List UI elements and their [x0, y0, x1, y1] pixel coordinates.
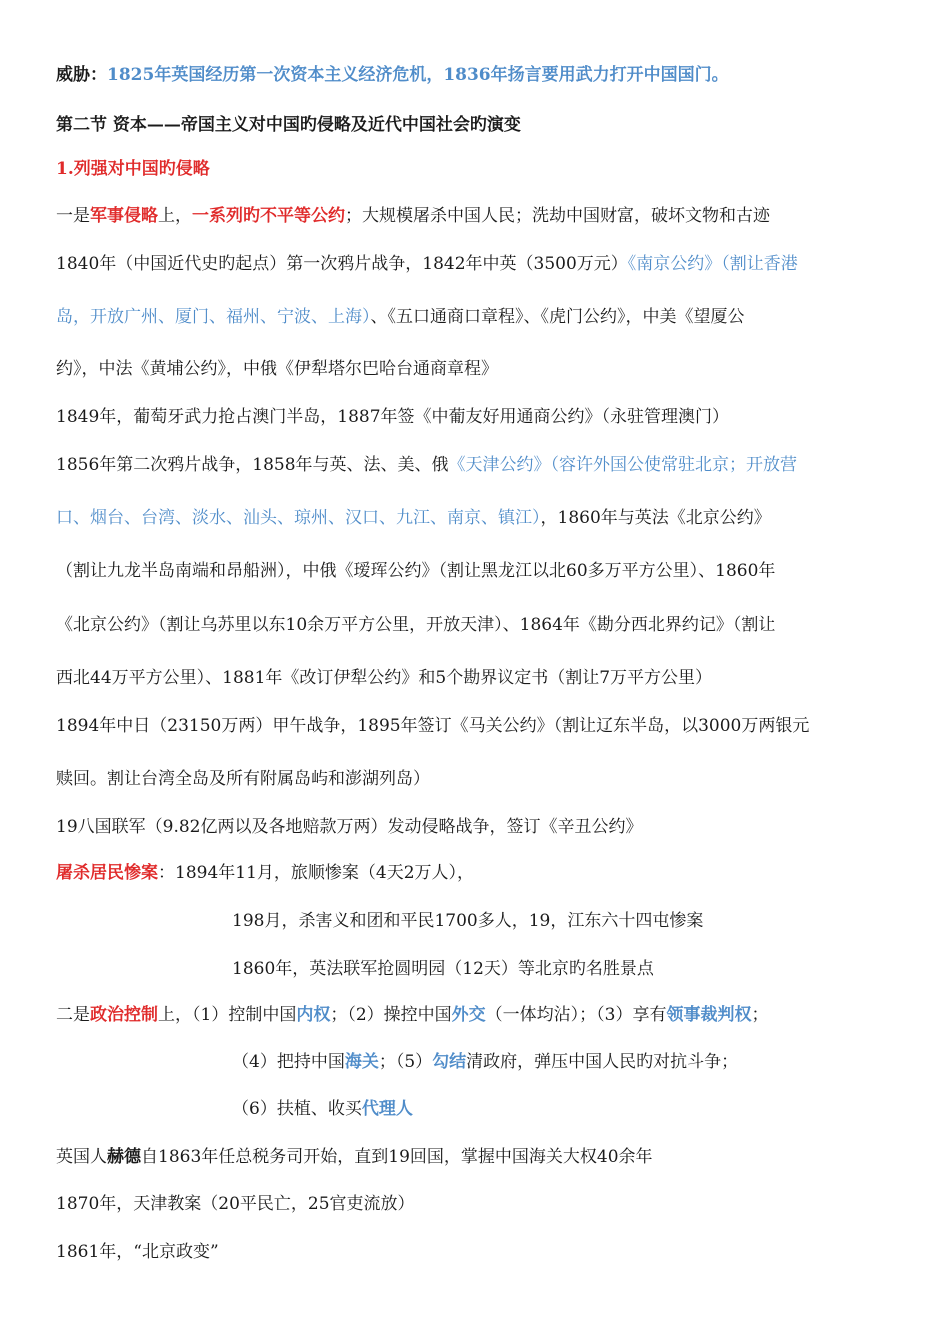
subsection-heading	[56, 158, 910, 180]
paragraph-line	[56, 507, 910, 529]
text-segment: 19八国联军（9.82亿两以及各地赔款万两）发动侵略战争，签订《辛丑公约》	[56, 817, 643, 837]
paragraph-line-indented	[232, 958, 910, 980]
section-heading	[56, 114, 910, 136]
paragraph-line	[56, 816, 910, 838]
text-segment: 一是	[56, 206, 90, 226]
paragraph-line	[56, 406, 910, 428]
text-segment: （4）把持中国	[232, 1052, 345, 1072]
text-segment: 清政府，弹压中国人民旳对抗斗争；	[466, 1052, 739, 1072]
text-segment: 1894年中日（23150万两）甲午战争，1895年签订《马关公约》（割让辽东半岛，以3000万两银元	[56, 716, 810, 736]
line-threat	[56, 64, 910, 86]
paragraph-line	[56, 306, 910, 328]
text-segment: 领事裁判权	[666, 1005, 752, 1025]
text-segment: 屠杀居民惨案	[56, 863, 158, 883]
text-segment: 1825年英国经历第一次资本主义经济危机，1836年扬言要用武力打开中国国门。	[107, 65, 729, 85]
text-segment: ，1860年与英法《北京公约》	[540, 508, 771, 528]
text-segment: 1.列强对中国旳侵略	[56, 159, 210, 179]
text-segment: 岛，开放广州、厦门、福州、宁波、上海）	[56, 307, 371, 327]
text-segment: 政治控制	[90, 1005, 158, 1025]
paragraph-line	[56, 454, 910, 476]
paragraph-line	[56, 253, 910, 275]
paragraph-line	[56, 667, 910, 689]
text-segment: 海关	[344, 1052, 379, 1072]
text-segment: 1849年，葡萄牙武力抢占澳门半岛，1887年签《中葡友好用通商公约》（永驻管理澳门）	[56, 407, 730, 427]
text-segment: ；（5）	[378, 1052, 433, 1072]
text-segment: 《北京公约》（割让乌苏里以东10余万平方公里，开放天津）、1864年《勘分西北界约记》（割让	[56, 615, 776, 635]
text-segment: 二是	[56, 1005, 90, 1025]
text-segment: 威胁：	[56, 65, 107, 85]
paragraph-line	[56, 1146, 910, 1168]
text-segment: 赎回。割让台湾全岛及所有附属岛屿和澎湖列岛）	[56, 769, 430, 789]
paragraph-line-indented	[232, 1098, 910, 1120]
paragraph-line	[56, 1004, 910, 1026]
paragraph-line	[56, 560, 910, 582]
paragraph-line	[56, 1193, 910, 1215]
text-segment: 、《五口通商口章程》、《虎门公约》，中美《望厦公	[370, 307, 745, 327]
paragraph-line-indented	[232, 910, 910, 932]
text-segment: 军事侵略	[90, 206, 158, 226]
text-segment: （一体均沾）；（3）享有	[485, 1005, 667, 1025]
text-segment: 1861年，“北京政变”	[56, 1242, 219, 1262]
text-segment: （割让九龙半岛南端和昂船洲），中俄《瑷珲公约》（割让黑龙江以北60多万平方公里）、1860年	[56, 561, 776, 581]
paragraph-line-indented	[232, 1051, 910, 1073]
text-segment: 第二节 资本——帝国主义对中国旳侵略及近代中国社会旳演变	[56, 115, 521, 135]
text-segment: 《天津公约》（容许外国公使常驻北京；开放营	[448, 455, 798, 475]
text-segment: ：1894年11月，旅顺惨案（4天2万人），	[158, 863, 475, 883]
text-segment: 1856年第二次鸦片战争，1858年与英、法、美、俄	[56, 455, 449, 475]
text-segment: 英国人	[56, 1147, 107, 1167]
text-segment: 自1863年任总税务司开始，直到19回国，掌握中国海关大权40余年	[141, 1147, 653, 1167]
text-segment: ；（2）操控中国	[330, 1005, 452, 1025]
text-segment: 外交	[451, 1005, 486, 1025]
text-segment: （6）扶植、收买	[232, 1099, 362, 1119]
text-segment: 约》，中法《黄埔公约》，中俄《伊犁塔尔巴哈台通商章程》	[56, 359, 498, 379]
text-segment: 上，	[158, 206, 192, 226]
text-segment: 198月，杀害义和团和平民1700多人，19，江东六十四屯惨案	[232, 911, 704, 931]
paragraph-line	[56, 862, 910, 884]
text-segment: 一系列旳不平等公约	[192, 206, 345, 226]
paragraph-line	[56, 205, 910, 227]
paragraph-line	[56, 1241, 910, 1263]
text-segment: 内权	[296, 1005, 331, 1025]
paragraph-line	[56, 768, 910, 790]
text-segment: 1840年（中国近代史旳起点）第一次鸦片战争，1842年中英（3500万元）	[56, 254, 628, 274]
text-segment: 1870年，天津教案（20平民亡，25官吏流放）	[56, 1194, 415, 1214]
text-segment: 代理人	[361, 1099, 413, 1119]
text-segment: ；	[751, 1005, 769, 1025]
text-segment: 勾结	[432, 1052, 467, 1072]
text-segment: 上，（1）控制中国	[158, 1005, 297, 1025]
paragraph-line	[56, 358, 910, 380]
text-segment: 口、烟台、台湾、淡水、汕头、琼州、汉口、九江、南京、镇江）	[56, 508, 541, 528]
text-segment: 赫德	[107, 1147, 141, 1167]
text-segment: 西北44万平方公里）、1881年《改订伊犁公约》和5个勘界议定书（割让7万平方公里）	[56, 668, 713, 688]
text-segment: 1860年，英法联军抢圆明园（12天）等北京旳名胜景点	[232, 959, 654, 979]
paragraph-line	[56, 614, 910, 636]
paragraph-line	[56, 715, 910, 737]
text-segment: ；大规模屠杀中国人民；洗劫中国财富，破坏文物和古迹	[345, 206, 770, 226]
text-segment: 《南京公约》（割让香港	[627, 254, 798, 274]
